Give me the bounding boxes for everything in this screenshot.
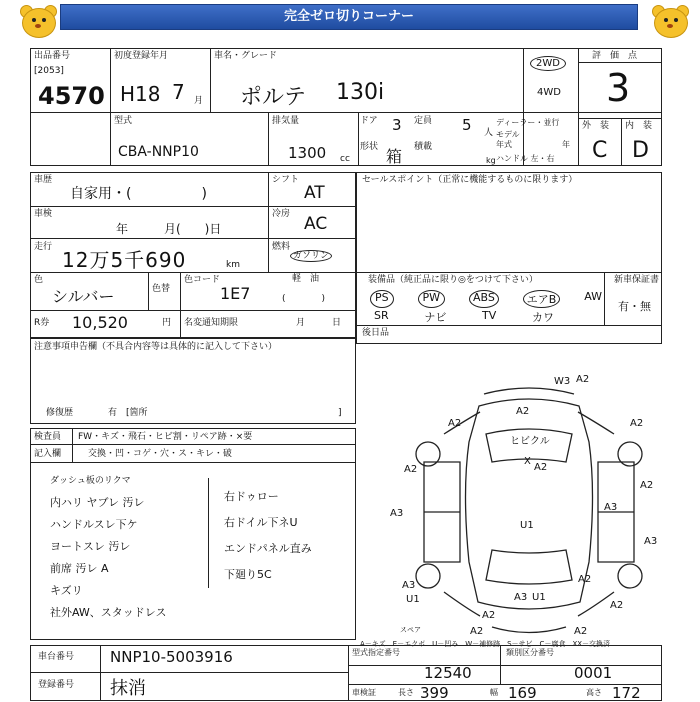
equip-airbag: エアB — [523, 290, 561, 308]
model-year-label: モデル年式 — [496, 130, 520, 149]
disp-value: 1300 — [288, 144, 327, 162]
type-value: CBA-NNP10 — [118, 144, 199, 160]
int-label: 内 装 — [625, 121, 653, 131]
sales-label: セールスポイント（正常に機能するものに限ります） — [362, 175, 578, 185]
doors-label: ドア — [360, 116, 378, 126]
note-left-6: キズリ — [50, 584, 83, 597]
shift-value: AT — [304, 183, 325, 203]
note-right-2: 右ドイル下ネU — [224, 516, 298, 529]
note-right-3: エンドパネル直み — [224, 542, 312, 555]
color-code-value: 1E7 — [220, 284, 251, 303]
mark-7: A2 — [534, 462, 548, 473]
drive-4wd: 4WD — [537, 87, 561, 98]
mark-8: A2 — [640, 480, 654, 491]
lot-label: 出品番号 — [34, 51, 71, 61]
repair-close: ] — [338, 408, 342, 418]
load-label: 積載 — [414, 142, 433, 152]
equip-sr: SR — [374, 309, 389, 322]
len-value: 399 — [420, 684, 449, 702]
equip-tv: TV — [482, 309, 497, 322]
mark-14: U1 — [406, 594, 420, 605]
dims-label: 車検証 — [352, 688, 376, 697]
mileage-value: 12万5千690 — [62, 248, 187, 272]
handle-label: ハンドル 左・右 — [496, 154, 555, 163]
model-label: 車名・グレード — [214, 51, 278, 61]
car-damage-diagram — [384, 372, 674, 652]
reg-year: H18 — [120, 82, 161, 106]
note-left-7: 社外AW、スタッドレス — [50, 606, 167, 619]
note-left-2: 内ハリ ヤブレ 汚レ — [50, 496, 145, 509]
mark-4: ヒビクル — [510, 436, 550, 447]
note-right-1: 右ドゥロー — [224, 490, 279, 503]
price-value: 10,520 — [72, 313, 128, 332]
score-label: 評 価 点 — [592, 51, 638, 61]
height-label: 高さ — [586, 688, 602, 697]
mascot-left-icon — [16, 2, 60, 40]
capacity-value: 5 — [462, 116, 472, 134]
note-left-3: ハンドルスレ下ケ — [50, 518, 138, 531]
inspector-legend-1: FW・キズ・飛石・ヒビ割・リペア跡・×要 — [78, 432, 253, 442]
drive-2wd: 2WD — [530, 56, 566, 71]
name-change-value: 月 日 — [296, 318, 342, 328]
mark-13: A3 — [402, 580, 416, 591]
shape-label: 形状 — [360, 142, 379, 152]
mark-20: A2 — [574, 626, 588, 637]
repair-label: 修復歴 — [46, 408, 74, 418]
mark-5: A2 — [404, 464, 418, 475]
type-label: 型式 — [114, 116, 133, 126]
fuel-gas: ガソリン — [290, 250, 332, 262]
inspection-value: 年 月( )日 — [116, 222, 222, 236]
usage-label: 車歴 — [34, 175, 53, 185]
load-unit: kg — [486, 156, 496, 165]
disp-label: 排気量 — [272, 116, 300, 126]
rear-seat-label: 後日品 — [362, 328, 390, 338]
mark-18: A2 — [610, 600, 624, 611]
mark-9: A3 — [390, 508, 404, 519]
grade: 130i — [336, 80, 385, 105]
note-left-5: 前席 汚レ A — [50, 562, 109, 575]
equip-abs: ABS — [469, 290, 499, 308]
equip-leather: カワ — [532, 311, 554, 324]
mark-2: A2 — [576, 374, 590, 385]
equip-navi: ナビ — [424, 311, 447, 324]
equip-aw: AW — [584, 290, 602, 303]
reg-label: 登録番号 — [38, 680, 75, 690]
mark-21: A2 — [630, 418, 644, 429]
width-value: 169 — [508, 684, 537, 702]
len-label: 長さ — [398, 688, 414, 697]
fuel-diesel: 軽 油 — [292, 274, 320, 284]
month-unit: 月 — [194, 96, 204, 106]
disp-unit: cc — [340, 154, 350, 164]
reg-value: 抹消 — [110, 678, 146, 699]
chassis-label: 車台番号 — [38, 652, 75, 662]
mark-24: A2 — [482, 610, 496, 621]
note-right-4: 下廻り5C — [224, 568, 272, 581]
fuel-other: ( ) — [282, 294, 326, 304]
mark-15: A3 — [514, 592, 528, 603]
mark-3: A2 — [516, 406, 530, 417]
color-change-label: 色替 — [152, 284, 171, 294]
lot-sub: [2053] — [34, 66, 64, 76]
equipment-label: 装備品（純正品に限り◎をつけて下さい） — [368, 275, 538, 285]
inspector-label: 検査員 — [34, 432, 62, 442]
mileage-unit: km — [226, 260, 240, 270]
score-value: 3 — [606, 66, 631, 110]
dealer-label: ディーラー・並行 — [496, 118, 560, 127]
int-value: D — [632, 138, 649, 163]
note-left-1: ダッシュ板のリクマ — [50, 476, 131, 486]
mark-16: U1 — [532, 592, 546, 603]
cert-value: 12540 — [424, 664, 472, 682]
mark-11: A3 — [604, 502, 618, 513]
inspector-entry-label: 記入欄 — [34, 449, 62, 459]
warranty-label: 新車保証書 — [614, 275, 660, 285]
chassis-value: NNP10-5003916 — [110, 648, 233, 666]
warranty-value: 有・無 — [618, 300, 651, 313]
mileage-label: 走行 — [34, 242, 53, 252]
capacity-label: 定員 — [414, 116, 433, 126]
diagram-legend: A－キズ E－エクボ U－凹み W－補修跡 S－サビ C－腐食 XX－交換済 — [360, 640, 611, 648]
mark-22: A2 — [448, 418, 462, 429]
mascot-right-icon — [648, 2, 692, 40]
inspector-notes-right — [224, 484, 312, 588]
color-value: シルバー — [52, 287, 115, 306]
usage-value: 自家用・( ) — [70, 186, 207, 202]
shift-label: シフト — [272, 175, 300, 185]
model-year-unit: 年 — [562, 140, 570, 149]
equipment-row-1 — [370, 290, 602, 308]
height-value: 172 — [612, 684, 641, 702]
mark-12: A3 — [644, 536, 658, 547]
price-label: R券 — [34, 318, 50, 328]
model-name: ポルテ — [240, 85, 307, 110]
ac-value: AC — [304, 214, 328, 234]
mark-6: X — [524, 456, 531, 467]
class-value: 0001 — [574, 664, 613, 682]
reg-year-label: 初度登録年月 — [114, 51, 169, 61]
ext-label: 外 装 — [582, 121, 610, 131]
equip-pw: PW — [418, 290, 446, 308]
ext-value: C — [592, 138, 608, 163]
doors-value: 3 — [392, 116, 402, 134]
mark-1: W3 — [554, 376, 571, 387]
color-code-label: 色コード — [184, 275, 221, 285]
price-unit: 円 — [162, 318, 172, 328]
notes-label: 注意事項申告欄（不具合内容等は具体的に記入して下さい） — [34, 342, 278, 352]
fuel-label: 燃料 — [272, 242, 291, 252]
note-left-4: ヨートスレ 汚レ — [50, 540, 131, 553]
inspector-legend-2: 交換・凹・コゲ・穴・ス・キレ・破 — [88, 449, 232, 459]
width-label: 幅 — [490, 688, 498, 697]
cert-label: 型式指定番号 — [352, 648, 400, 657]
equipment-row-2 — [374, 309, 554, 325]
equip-ps: PS — [370, 290, 394, 308]
lot-number: 4570 — [38, 82, 105, 110]
shape-value: 箱 — [386, 147, 403, 166]
class-label: 類別区分番号 — [506, 648, 554, 657]
mark-23: A2 — [578, 574, 592, 585]
name-change-label: 名変通知期限 — [184, 318, 239, 328]
mark-10: U1 — [520, 520, 534, 531]
mark-19: A2 — [470, 626, 484, 637]
mark-17: スペア — [400, 626, 421, 634]
inspector-notes-left — [50, 470, 166, 624]
capacity-unit: 人 — [484, 128, 494, 138]
banner-title: 完全ゼロ切りコーナー — [60, 4, 638, 30]
color-label: 色 — [34, 275, 44, 285]
inspection-label: 車検 — [34, 209, 53, 219]
reg-month: 7 — [172, 80, 185, 104]
repair-value: 有 [箇所 — [108, 408, 148, 418]
ac-label: 冷房 — [272, 209, 291, 219]
